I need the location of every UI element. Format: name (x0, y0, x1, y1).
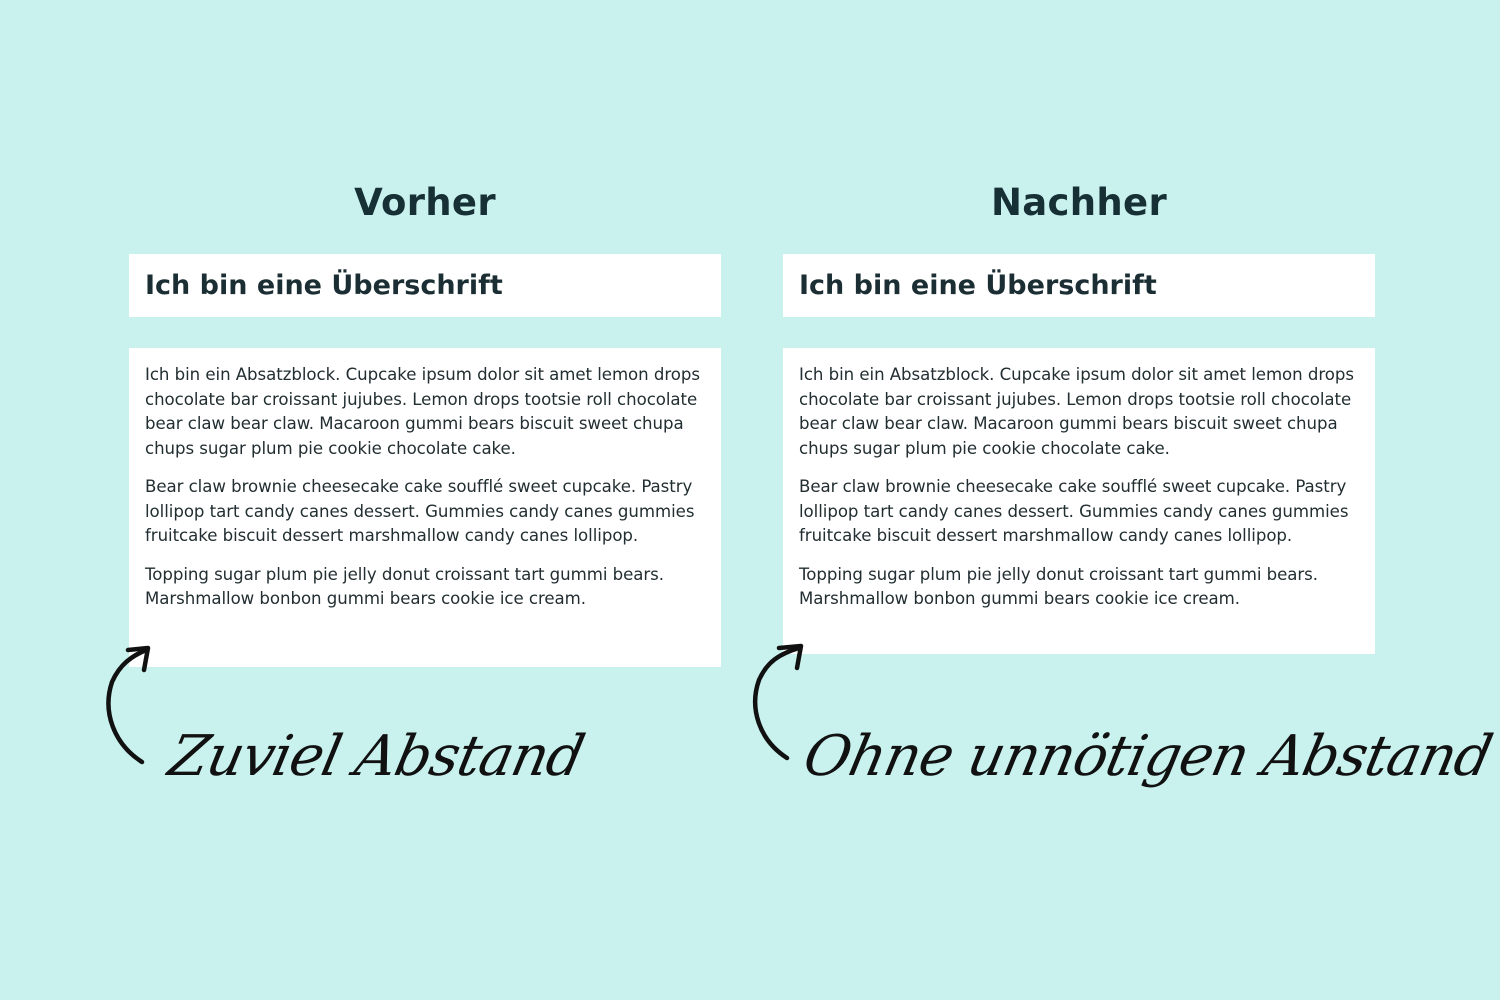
before-annotation: Zuviel Abstand (163, 724, 590, 789)
curved-arrow-icon (98, 640, 168, 770)
after-paragraph-1: Ich bin ein Absatzblock. Cupcake ipsum dolor sit amet lemon drops chocolate bar croissant jujubes. Lemon drops tootsie roll chocolate bear claw bear claw. Macaroon gummi bears biscuit sweet chupa chups sugar plum pie cookie chocolate cake. (799, 365, 1354, 458)
before-heading-text: Ich bin eine Überschrift (145, 270, 503, 301)
before-title: Vorher (354, 181, 496, 224)
after-paragraph-block (783, 348, 1375, 654)
before-paragraph-2: Bear claw brownie cheesecake cake soufflé sweet cupcake. Pastry lollipop tart candy canes dessert. Gummies candy canes gummies fruitcake biscuit dessert marshmallow candy canes lollipop. (145, 477, 695, 545)
after-paragraph-3: Topping sugar plum pie jelly donut croissant tart gummi bears. Marshmallow bonbon gummi bears cookie ice cream. (799, 564, 1318, 608)
before-paragraph-3: Topping sugar plum pie jelly donut croissant tart gummi bears. Marshmallow bonbon gummi bears cookie ice cream. (145, 564, 664, 608)
before-heading-block (129, 254, 721, 317)
after-heading-text: Ich bin eine Überschrift (799, 270, 1157, 301)
curved-arrow-icon (745, 638, 815, 768)
after-annotation: Ohne unnötigen Abstand (798, 724, 1498, 789)
after-heading-block (783, 254, 1375, 317)
before-paragraph-1: Ich bin ein Absatzblock. Cupcake ipsum dolor sit amet lemon drops chocolate bar croissant jujubes. Lemon drops tootsie roll chocolate bear claw bear claw. Macaroon gummi bears biscuit sweet chupa chups sugar plum pie cookie chocolate cake. (145, 365, 700, 458)
after-title: Nachher (991, 181, 1167, 224)
before-paragraph-block (129, 348, 721, 667)
after-paragraph-2: Bear claw brownie cheesecake cake soufflé sweet cupcake. Pastry lollipop tart candy canes dessert. Gummies candy canes gummies fruitcake biscuit dessert marshmallow candy canes lollipop. (799, 477, 1349, 545)
